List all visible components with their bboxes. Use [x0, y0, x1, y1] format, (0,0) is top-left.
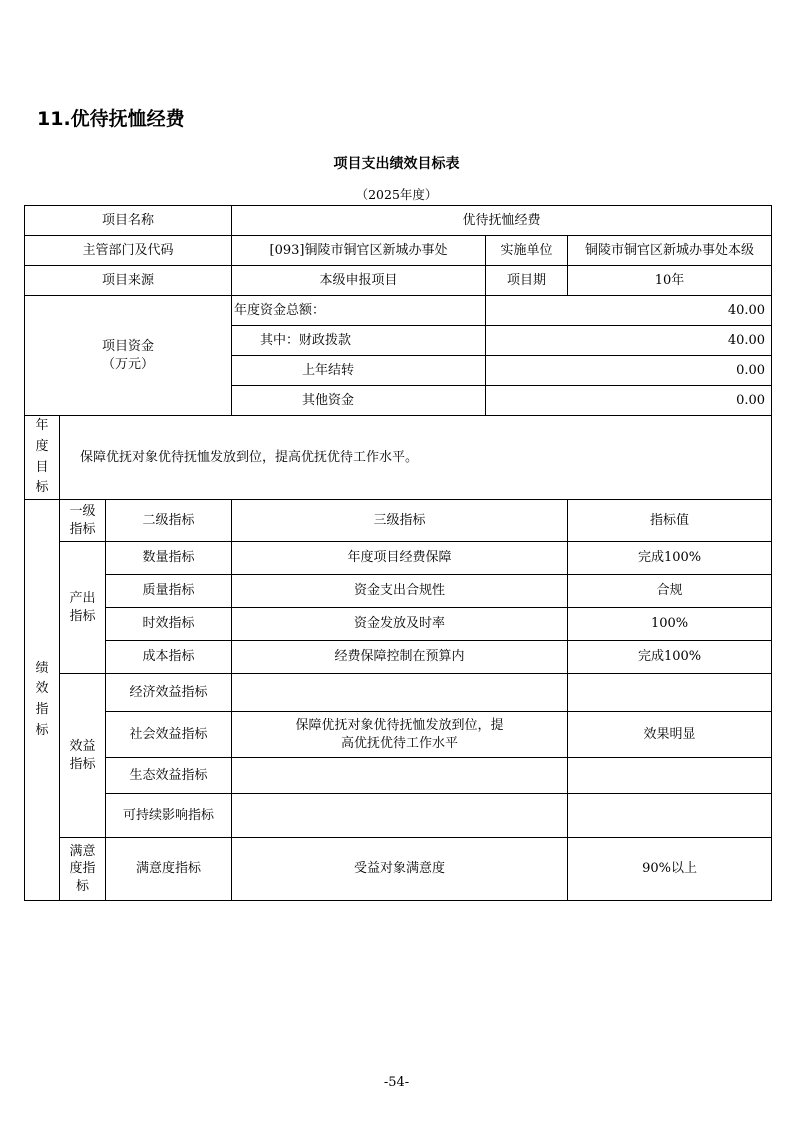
level3-cell: 保障优抚对象优待抚恤发放到位，提 高优抚优待工作水平 — [232, 712, 568, 758]
table-row — [25, 641, 772, 674]
benefit-indicators-label: 效益 指标 — [60, 674, 106, 838]
source-value: 本级申报项目 — [232, 266, 486, 296]
row-department — [25, 236, 772, 266]
period-value: 10年 — [568, 266, 772, 296]
level3-cell — [232, 794, 568, 838]
level3-cell: 受益对象满意度 — [232, 838, 568, 901]
value-cell: 完成100% — [568, 542, 772, 575]
row-indicator-header — [25, 500, 772, 542]
funds-other-value: 0.00 — [486, 386, 772, 416]
level2-cell: 生态效益指标 — [106, 758, 232, 794]
level3-cell: 年度项目经费保障 — [232, 542, 568, 575]
table-row — [25, 712, 772, 758]
dept-value: [093]铜陵市铜官区新城办事处 — [232, 236, 486, 266]
level2-cell: 社会效益指标 — [106, 712, 232, 758]
table-year: （2025年度） — [355, 187, 438, 202]
value-cell: 效果明显 — [568, 712, 772, 758]
project-name-value: 优待抚恤经费 — [232, 206, 772, 236]
goal-label: 年 度 目 标 — [25, 416, 60, 500]
page-number: -54- — [383, 1075, 410, 1090]
level2-cell: 满意度指标 — [106, 838, 232, 901]
value-cell: 完成100% — [568, 641, 772, 674]
project-name-label: 项目名称 — [25, 206, 232, 236]
value-cell — [568, 794, 772, 838]
level3-cell: 经费保障控制在预算内 — [232, 641, 568, 674]
value-cell: 100% — [568, 608, 772, 641]
dept-label: 主管部门及代码 — [25, 236, 232, 266]
period-label: 项目期 — [486, 266, 568, 296]
table-row — [25, 758, 772, 794]
section-heading: 11.优待抚恤经费 — [37, 108, 185, 130]
funds-label — [25, 296, 232, 416]
header-value: 指标值 — [568, 500, 772, 542]
impl-unit-value: 铜陵市铜官区新城办事处本级 — [568, 236, 772, 266]
value-cell: 合规 — [568, 575, 772, 608]
level3-cell — [232, 758, 568, 794]
funds-total-value: 40.00 — [486, 296, 772, 326]
level2-cell: 可持续影响指标 — [106, 794, 232, 838]
output-indicators-label: 产出 指标 — [60, 542, 106, 674]
funds-fiscal-label: 其中：财政拨款 — [232, 326, 486, 356]
table-title: 项目支出绩效目标表 — [333, 156, 460, 172]
funds-label-line1: 项目资金 — [102, 338, 155, 354]
level3-cell — [232, 674, 568, 712]
funds-carry-value: 0.00 — [486, 356, 772, 386]
row-annual-goal — [25, 416, 772, 500]
funds-carry-label: 上年结转 — [232, 356, 486, 386]
table-row — [25, 542, 772, 575]
table-row — [25, 794, 772, 838]
impl-unit-label: 实施单位 — [486, 236, 568, 266]
header-level3: 三级指标 — [232, 500, 568, 542]
source-label: 项目来源 — [25, 266, 232, 296]
table-row — [25, 608, 772, 641]
satisfaction-indicators-label: 满意 度指 标 — [60, 838, 106, 901]
table-row — [25, 674, 772, 712]
header-level2: 二级指标 — [106, 500, 232, 542]
row-funds-total — [25, 296, 772, 326]
value-cell — [568, 758, 772, 794]
level2-cell: 经济效益指标 — [106, 674, 232, 712]
level2-cell: 成本指标 — [106, 641, 232, 674]
header-level1: 一级 指标 — [60, 500, 106, 542]
row-project-name — [25, 206, 772, 236]
value-cell — [568, 674, 772, 712]
level3-cell: 资金支出合规性 — [232, 575, 568, 608]
goal-text: 保障优抚对象优待抚恤发放到位，提高优抚优待工作水平。 — [60, 416, 772, 500]
level2-cell: 数量指标 — [106, 542, 232, 575]
funds-total-label: 年度资金总额： — [232, 296, 486, 326]
table-row — [25, 838, 772, 901]
value-cell: 90%以上 — [568, 838, 772, 901]
row-source — [25, 266, 772, 296]
level2-cell: 时效指标 — [106, 608, 232, 641]
performance-target-table — [24, 205, 772, 901]
funds-label-line2: （万元） — [102, 356, 155, 372]
performance-indicators-label: 绩 效 指 标 — [25, 500, 60, 901]
table-row — [25, 575, 772, 608]
funds-other-label: 其他资金 — [232, 386, 486, 416]
funds-fiscal-value: 40.00 — [486, 326, 772, 356]
level3-cell: 资金发放及时率 — [232, 608, 568, 641]
level2-cell: 质量指标 — [106, 575, 232, 608]
